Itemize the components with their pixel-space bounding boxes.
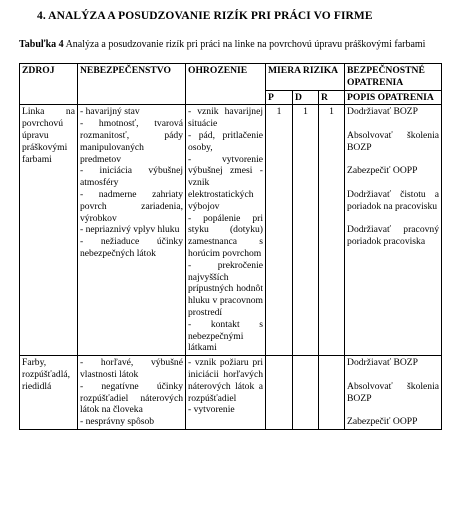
measure-item: Zabezpečiť OOPP <box>347 165 418 177</box>
list-item: - vytvorenie výbušnej zmesi - vznik elektrostatických výbojov <box>188 153 263 212</box>
list-item: - horľavé, výbušné vlastnosti látok <box>80 357 183 380</box>
list-item: - kontakt s nebezpečnými látkami <box>188 318 263 354</box>
nebezpecenstvo-cell <box>78 105 186 356</box>
list-item: - negatívne účinky rozpúšťadiel náterových látok na človeka <box>80 380 183 416</box>
list-item: - vznik požiaru pri iniciácii horľavých náterových látok a rozpúšťadiel <box>188 357 263 404</box>
table-caption <box>19 39 449 51</box>
header-miera-rizika: MIERA RIZIKA <box>266 64 345 91</box>
risk-r-value <box>319 356 345 430</box>
list-item: - nesprávny spôsob <box>80 416 155 428</box>
table-caption-label: Tabuľka 4 <box>19 39 64 50</box>
risk-p-value <box>266 356 293 430</box>
nebezpecenstvo-cell <box>78 356 186 430</box>
zdroj-cell: Linka na povrchovú úpravu práškovými farbami <box>20 105 78 356</box>
opatrenia-cell <box>345 356 442 430</box>
list-item: - hmotnosť, tvarová rozmanitosť, pády manipulovaných predmetov <box>80 118 183 165</box>
measure-item: Dodržiavať BOZP <box>347 106 418 118</box>
ohrozenie-cell <box>186 105 266 356</box>
measure-item: Dodržiavať pracovný poriadok pracoviska <box>347 224 440 248</box>
table-caption-text: Analýza a posudzovanie rizík pri práci na linke na povrchovú úpravu práškovými farbami <box>63 39 426 50</box>
header-d: D <box>293 90 319 105</box>
header-nebezpecenstvo: NEBEZPEČENSTVO <box>78 64 186 105</box>
header-r: R <box>319 90 345 105</box>
risk-d-value: 1 <box>293 105 319 356</box>
list-item: - nadmerne zahriaty povrch zariadenia, výrobkov <box>80 188 183 224</box>
list-item: - vytvorenie <box>188 404 235 416</box>
measure-item: Dodržiavať čistotu a poriadok na pracovisku <box>347 188 440 212</box>
measure-item: Zabezpečiť OOPP <box>347 416 418 428</box>
header-p: P <box>266 90 293 105</box>
header-zdroj: ZDROJ <box>20 64 78 105</box>
zdroj-cell: Farby, rozpúšťadlá, riedidlá <box>20 356 78 430</box>
list-item: - vznik havarijnej situácie <box>188 106 263 130</box>
risk-r-value: 1 <box>319 105 345 356</box>
header-bezpecnostne-opatrenia: BEZPEČNOSTNÉ OPATRENIA <box>345 64 442 91</box>
list-item: - nežiaduce účinky nebezpečných látok <box>80 236 183 259</box>
header-ohrozenie: OHROZENIE <box>186 64 266 105</box>
measure-item: Dodržiavať BOZP <box>347 357 418 369</box>
opatrenia-cell <box>345 105 442 356</box>
list-item: - prekročenie najvyšších prípustných hodnôt hluku v pracovnom prostredí <box>188 259 263 318</box>
list-item: - pád, pritlačenie osoby, <box>188 129 263 153</box>
risk-analysis-table <box>19 63 442 430</box>
measure-item: Absolvovať školenia BOZP <box>347 129 440 153</box>
risk-d-value <box>293 356 319 430</box>
risk-p-value: 1 <box>266 105 293 356</box>
header-popis-opatrenia: POPIS OPATRENIA <box>345 90 442 105</box>
table-row <box>20 356 442 430</box>
list-item: - popálenie pri styku (dotyku) zamestnanca s horúcim povrchom <box>188 212 263 259</box>
table-header-row <box>20 64 442 91</box>
list-item: - havarijný stav <box>80 106 140 118</box>
ohrozenie-cell <box>186 356 266 430</box>
section-heading: 4. ANALÝZA A POSUDZOVANIE RIZÍK PRI PRÁCI VO FIRME <box>37 10 373 22</box>
list-item: - nepriaznivý vplyv hluku <box>80 224 180 236</box>
table-row <box>20 105 442 356</box>
list-item: - iniciácia výbušnej atmosféry <box>80 165 183 189</box>
measure-item: Absolvovať školenia BOZP <box>347 380 440 404</box>
